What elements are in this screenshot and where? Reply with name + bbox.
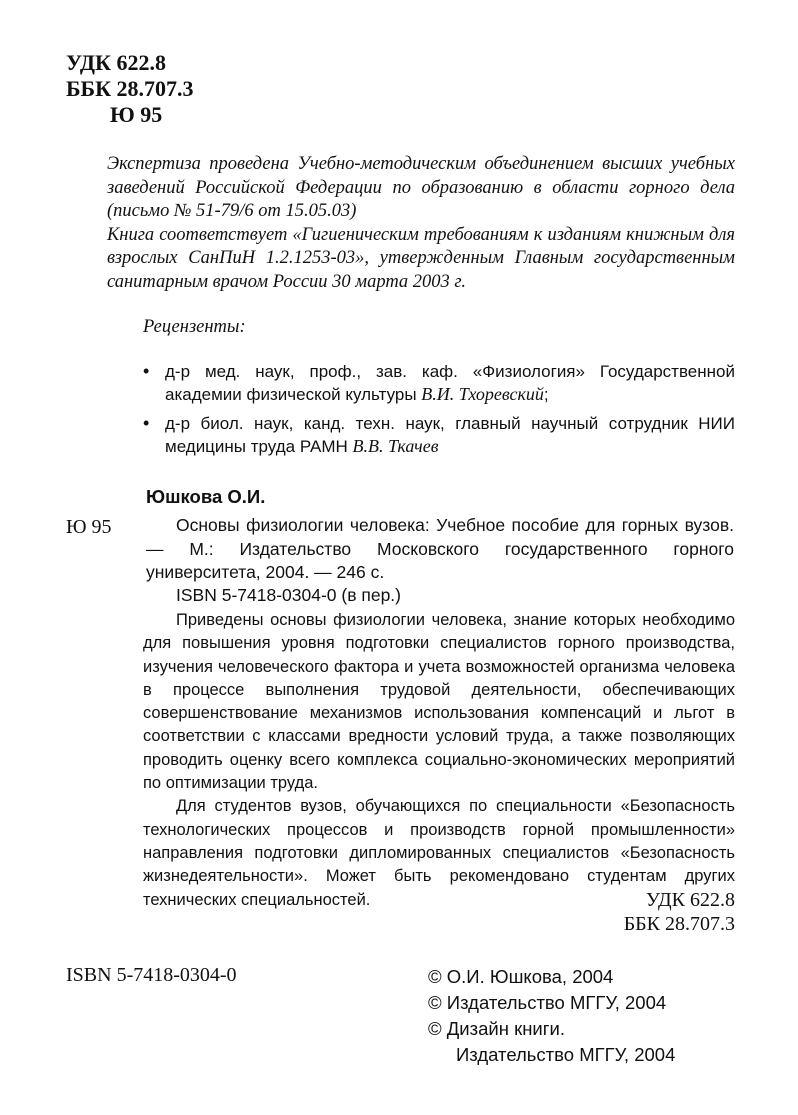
annotation-paragraph: Для студентов вузов, обучающихся по специальности «Безопасность технологических процессов и производств горной промышленности» направления подготовки дипломированных специалистов «Безопасность жизнедеятельности». Может быть рекомендовано студентам других технических специальностей. (143, 797, 735, 909)
bbk-code: ББК 28.707.3 (66, 76, 194, 101)
reviewer-item (143, 360, 735, 406)
book-author: Юшкова О.И. (146, 486, 266, 507)
copyright-block (428, 964, 675, 1068)
reviewer-details: д-р мед. наук, проф., зав. каф. «Физиология» Государственной академии физической культуры (165, 362, 735, 404)
book-isbn: ISBN 5-7418-0304-0 (в пер.) (176, 585, 401, 605)
reviewer-name: В.В. Ткачев (352, 436, 439, 456)
udk-code: УДК 622.8 (66, 50, 167, 75)
reviewers-heading: Рецензенты: (143, 317, 246, 337)
annotation (143, 609, 735, 912)
book-title: Основы физиологии человека: Учебное пособие для горных вузов. — М.: Издательство Московского государственного горного университета, 2004. — 246 с. (146, 515, 734, 582)
classification-codes (66, 50, 194, 128)
hygiene-text: Книга соответствует «Гигиеническим требованиям к изданиям книжным для взрослых СанПиН 1.2.1253-03», утвержденным Главным государственным санитарным врачом России 30 марта 2003 г. (107, 224, 735, 292)
expertise-text: Экспертиза проведена Учебно-методическим объединением высших учебных заведений Российской Федерации по образованию в области горного дела (письмо № 51-79/6 от 15.05.03) (107, 154, 735, 221)
copyright-author: © О.И. Юшкова, 2004 (428, 966, 614, 987)
footer-isbn: ISBN 5-7418-0304-0 (66, 964, 237, 986)
book-index: Ю 95 (66, 516, 112, 538)
reviewer-item (143, 412, 735, 458)
reviewer-name: В.И. Тхоревский (421, 384, 544, 404)
reviewer-end: ; (543, 385, 549, 404)
expertise-note (107, 153, 735, 294)
copyright-design-publisher: Издательство МГГУ, 2004 (456, 1044, 676, 1065)
footer-bbk: ББК 28.707.3 (623, 913, 735, 935)
copyright-design: © Дизайн книги. (428, 1018, 565, 1039)
reviewer-details: д-р биол. наук, канд. техн. наук, главный научный сотрудник НИИ медицины труда РАМН (165, 414, 735, 456)
author-mark: Ю 95 (110, 102, 163, 127)
footer-udk: УДК 622.8 (645, 889, 735, 911)
footer-codes (624, 888, 735, 936)
copyright-publisher: © Издательство МГГУ, 2004 (428, 992, 667, 1013)
annotation-paragraph: Приведены основы физиологии человека, знание которых необходимо для повышения уровня подготовки специалистов горного производства, изучения человеческого фактора и учета возможностей организма человека в процессе выполнения трудовой деятельности, обеспечивающих совершенствование механизмов использования компенсаций и льгот в соответствии с классами вредности условий труда, а также позволяющих проводить оценку всего комплекса социально-экономических мероприятий по оптимизации труда. (143, 611, 735, 793)
reviewers-list (143, 360, 735, 464)
